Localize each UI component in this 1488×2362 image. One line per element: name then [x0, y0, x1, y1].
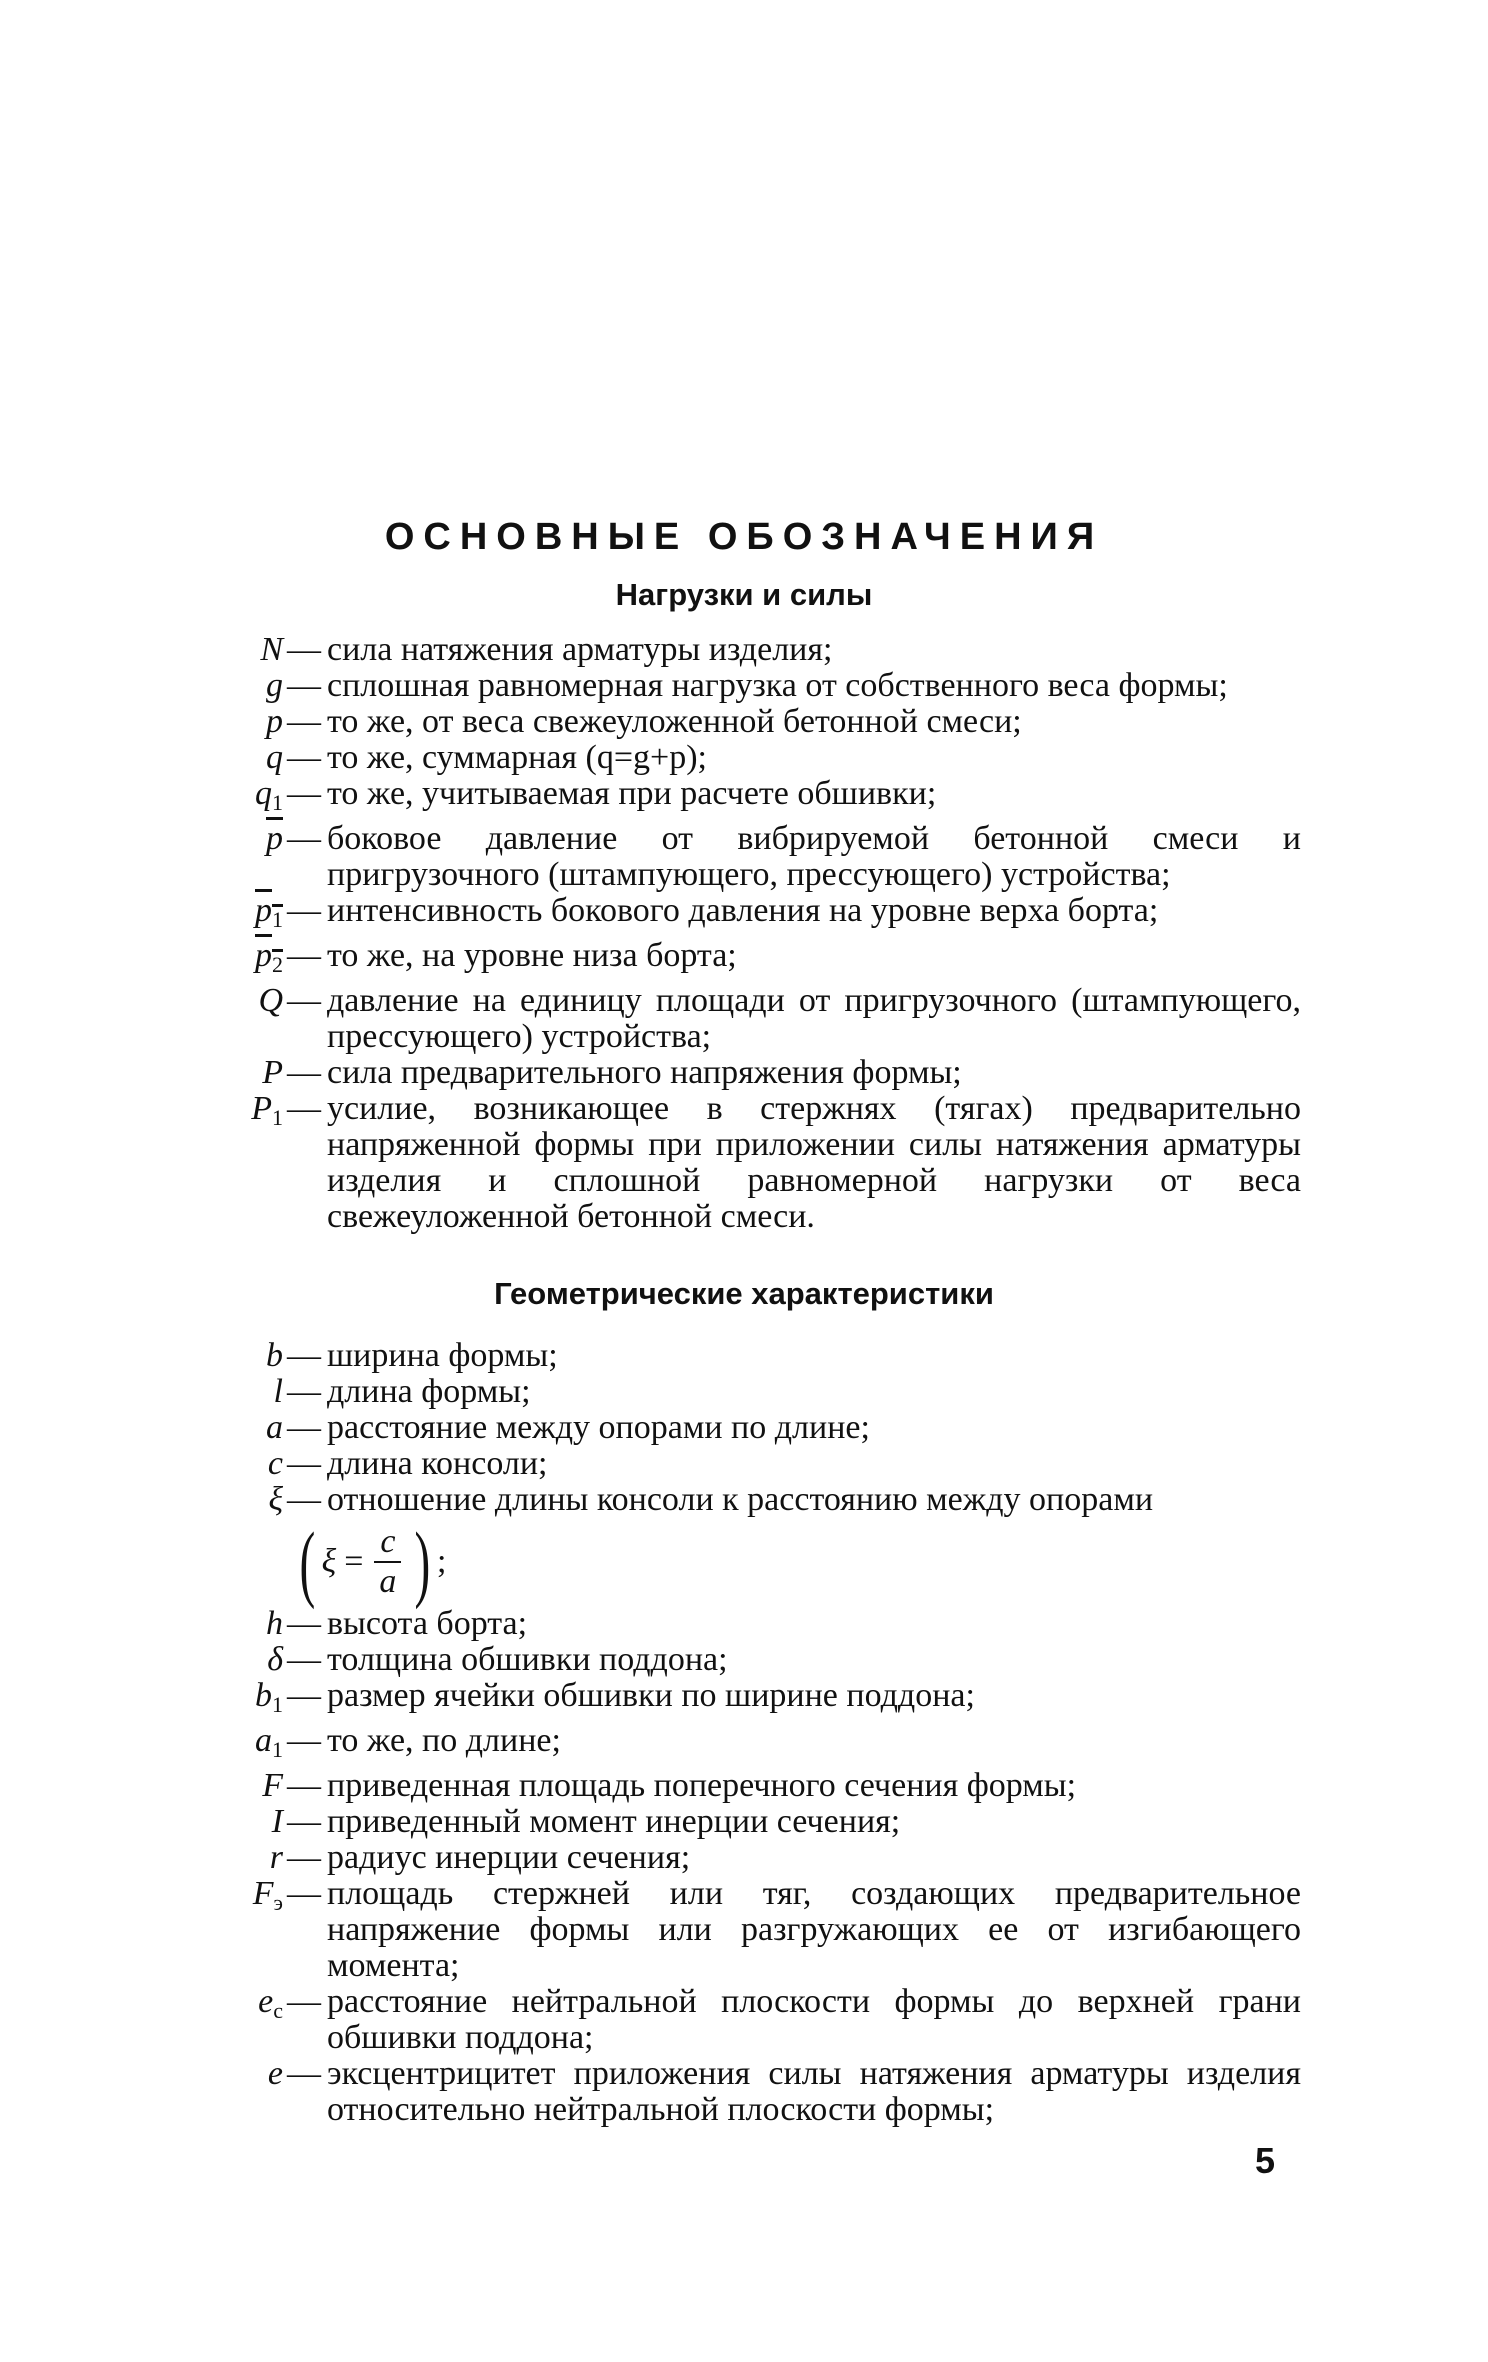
notation-item: [205, 821, 1301, 893]
notation-symbol: [205, 1876, 287, 1921]
notation-symbol: Q: [258, 982, 283, 1019]
notation-definition: площадь стержней или тяг, создающих предварительное напряжение формы или разгружающих ее от изгибающего момента;: [327, 1875, 1301, 1984]
notation-symbol: F: [262, 1767, 283, 1804]
symbol-subscript: 2: [272, 952, 283, 977]
em-dash: —: [287, 1722, 321, 1759]
notation-item: [205, 1984, 1301, 2056]
notation-symbol: N: [260, 631, 283, 668]
notation-definition: сила натяжения арматуры изделия;: [327, 631, 833, 668]
section-heading-loads: Нагрузки и силы: [615, 577, 873, 612]
notation-item: [205, 938, 1301, 983]
formula-row: [205, 1514, 1301, 1610]
notation-symbol: [205, 1984, 287, 2029]
notation-item: [205, 2056, 1301, 2128]
em-dash: —: [287, 739, 321, 776]
notation-symbol: [205, 1678, 287, 1723]
em-dash: —: [287, 1767, 321, 1804]
em-dash: —: [287, 1337, 321, 1374]
notation-definition: длина формы;: [327, 1373, 531, 1410]
em-dash: —: [287, 1839, 321, 1876]
symbol-base: e: [258, 1983, 274, 2020]
em-dash: —: [287, 2055, 321, 2092]
em-dash: —: [287, 1373, 321, 1410]
notation-item: [205, 668, 1301, 704]
notation-symbol: [205, 893, 287, 938]
symbol-subscript: 1: [272, 1692, 283, 1717]
symbol-subscript: 1: [272, 790, 283, 815]
symbol-base: [255, 937, 283, 977]
notation-item: [205, 983, 1301, 1055]
symbol-subscript: 1: [272, 1737, 283, 1762]
notation-definition: то же, от веса свежеуложенной бетонной смеси;: [327, 703, 1022, 740]
notation-item: [205, 1055, 1301, 1091]
notation-item: [205, 1840, 1301, 1876]
notation-symbol: l: [273, 1373, 283, 1410]
notation-definition: размер ячейки обшивки по ширине поддона;: [327, 1677, 975, 1714]
fraction-denominator: a: [379, 1563, 397, 1600]
notation-symbol: r: [269, 1839, 283, 1876]
notation-symbol: ξ: [268, 1481, 283, 1518]
notation-symbol: c: [267, 1445, 283, 1482]
notation-definition: то же, на уровне низа борта;: [327, 937, 737, 974]
notation-symbol: h: [266, 1605, 283, 1642]
notation-item: [205, 1410, 1301, 1446]
notation-list-loads: [205, 632, 1301, 1235]
notation-symbol: g: [266, 667, 283, 704]
notation-definition: боковое давление от вибрируемой бетонной смеси и пригрузочного (штампующего, прессующего) устройства;: [327, 820, 1301, 893]
notation-symbol: I: [271, 1803, 283, 1840]
em-dash: —: [287, 703, 321, 740]
left-paren: (: [299, 1514, 316, 1610]
notation-item: [205, 776, 1301, 821]
notation-symbol: a: [266, 1409, 283, 1446]
notation-symbol: e: [267, 2055, 283, 2092]
formula-tail: ;: [437, 1543, 447, 1580]
fraction: [373, 1523, 402, 1601]
em-dash: —: [287, 775, 321, 812]
em-dash: —: [287, 982, 321, 1019]
symbol-base: b: [255, 1677, 272, 1714]
notation-symbol: P: [262, 1054, 283, 1091]
notation-item: [205, 740, 1301, 776]
notation-item: [205, 1642, 1301, 1678]
em-dash: —: [287, 1983, 321, 2020]
page-number: 5: [1255, 2140, 1276, 2181]
page-title: ОСНОВНЫЕ ОБОЗНАЧЕНИЯ: [384, 516, 1104, 558]
em-dash: —: [287, 631, 321, 668]
symbol-base: q: [255, 775, 272, 812]
em-dash: —: [287, 1641, 321, 1678]
em-dash: —: [287, 1605, 321, 1642]
notation-definition: отношение длины консоли к расстоянию между опорами: [327, 1481, 1154, 1518]
notation-definition: расстояние нейтральной плоскости формы до верхней грани обшивки поддона;: [327, 1983, 1301, 2056]
notation-definition: интенсивность бокового давления на уровне верха борта;: [327, 892, 1159, 929]
notation-symbol: δ: [267, 1641, 283, 1678]
notation-definition: расстояние между опорами по длине;: [327, 1409, 870, 1446]
notation-symbol: p: [266, 703, 283, 740]
right-paren: ): [414, 1514, 431, 1610]
notation-definition: приведенный момент инерции сечения;: [327, 1803, 901, 1840]
notation-item: [205, 704, 1301, 740]
symbol-base: [255, 892, 283, 932]
em-dash: —: [287, 1054, 321, 1091]
notation-symbol: b: [266, 1337, 283, 1374]
notation-definition: длина консоли;: [327, 1445, 548, 1482]
notation-item: [205, 1678, 1301, 1723]
notation-definition: сплошная равномерная нагрузка от собственного веса формы;: [327, 667, 1228, 704]
notation-item: [205, 1606, 1301, 1642]
notation-symbol: [205, 776, 287, 821]
formula-equals: =: [344, 1543, 364, 1580]
em-dash: —: [287, 1677, 321, 1714]
section-heading-geometry: Геометрические характеристики: [494, 1276, 994, 1311]
symbol-subscript: c: [273, 1998, 283, 2023]
notation-definition: радиус инерции сечения;: [327, 1839, 691, 1876]
symbol-base: P: [251, 1090, 272, 1127]
em-dash: —: [287, 892, 321, 929]
notation-definition: усилие, возникающее в стержнях (тягах) предварительно напряженной формы при приложении силы натяжения арматуры изделия и сплошной равномерной нагрузки от веса свежеуложенной бетонной смеси.: [327, 1090, 1301, 1235]
em-dash: —: [287, 1875, 321, 1912]
notation-definition: то же, учитываемая при расчете обшивки;: [327, 775, 937, 812]
notation-definition: ширина формы;: [327, 1337, 558, 1374]
notation-item: [205, 893, 1301, 938]
notation-definition: то же, суммарная (q=g+p);: [327, 739, 707, 776]
symbol-subscript: э: [273, 1890, 283, 1915]
notation-item: [205, 1804, 1301, 1840]
notation-item: [205, 1446, 1301, 1482]
symbol-subscript: 1: [272, 1105, 283, 1130]
em-dash: —: [287, 1481, 321, 1518]
notation-symbol: [205, 938, 287, 983]
em-dash: —: [287, 1803, 321, 1840]
notation-definition: давление на единицу площади от пригрузочного (штампующего, прессующего) устройства;: [327, 982, 1301, 1055]
em-dash: —: [287, 820, 321, 857]
xi-formula: [293, 1514, 447, 1610]
symbol-letter: p: [255, 937, 272, 974]
notation-item: [205, 1768, 1301, 1804]
notation-item: [205, 1338, 1301, 1374]
notation-definition: сила предварительного напряжения формы;: [327, 1054, 962, 1091]
notation-definition: то же, по длине;: [327, 1722, 561, 1759]
notation-definition: высота борта;: [327, 1605, 528, 1642]
symbol-base: F: [252, 1875, 274, 1912]
em-dash: —: [287, 667, 321, 704]
formula-lhs: ξ: [321, 1543, 337, 1580]
notation-item: [205, 1091, 1301, 1235]
notation-item: [205, 632, 1301, 668]
notation-symbol: [205, 821, 287, 857]
notation-symbol: [205, 1091, 287, 1136]
notation-list-geometry: [205, 1338, 1301, 2128]
symbol-base: $\overline{p}$: [266, 820, 283, 857]
symbol-letter: p: [255, 892, 272, 929]
notation-definition: приведенная площадь поперечного сечения формы;: [327, 1767, 1077, 1804]
notation-symbol: [205, 1723, 287, 1768]
notation-definition: толщина обшивки поддона;: [327, 1641, 728, 1678]
notation-item: [205, 1482, 1301, 1518]
symbol-base: a: [255, 1722, 272, 1759]
notation-symbol: q: [266, 739, 283, 776]
notation-item: [205, 1374, 1301, 1410]
symbol-subscript: 1: [272, 907, 283, 932]
notation-definition: эксцентрицитет приложения силы натяжения арматуры изделия относительно нейтральной плоскости формы;: [327, 2055, 1301, 2128]
em-dash: —: [287, 1090, 321, 1127]
em-dash: —: [287, 1445, 321, 1482]
em-dash: —: [287, 1409, 321, 1446]
fraction-numerator: c: [374, 1523, 401, 1563]
em-dash: —: [287, 937, 321, 974]
notation-item: [205, 1876, 1301, 1984]
notation-item: [205, 1723, 1301, 1768]
